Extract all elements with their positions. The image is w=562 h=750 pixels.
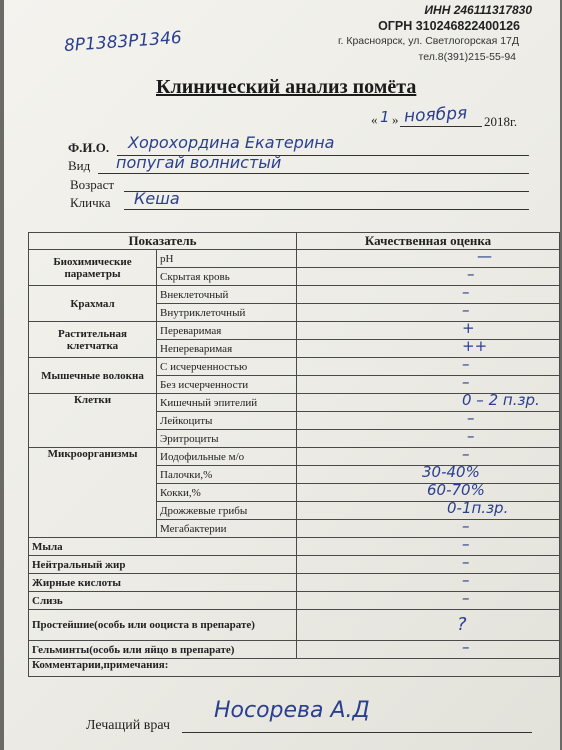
inn: ИНН 246111317830 bbox=[424, 3, 532, 17]
row-value: – bbox=[462, 301, 470, 319]
pet-name-line bbox=[124, 209, 529, 210]
date-open-quote: « bbox=[371, 112, 378, 127]
header-indicator: Показатель bbox=[29, 233, 297, 250]
row-value: – bbox=[462, 445, 470, 463]
table-row bbox=[29, 358, 560, 376]
category-microorganisms: Микроорганизмы bbox=[29, 448, 157, 538]
row-label: Жирные кислоты bbox=[29, 574, 297, 592]
form-title: Клинический анализ помёта bbox=[156, 76, 417, 98]
row-label: Лейкоциты bbox=[157, 412, 297, 430]
row-value-cell bbox=[297, 427, 560, 448]
table-row bbox=[29, 641, 560, 659]
row-value-cell bbox=[297, 610, 560, 641]
comments-label: Комментарии,примечания: bbox=[29, 659, 560, 677]
row-value-cell bbox=[297, 499, 560, 520]
date-day: 1 bbox=[380, 108, 390, 126]
table-row bbox=[29, 574, 560, 592]
row-value: – bbox=[462, 517, 470, 535]
species-value: попугай волнистый bbox=[116, 153, 282, 172]
table-row bbox=[29, 556, 560, 574]
row-label: Мыла bbox=[29, 538, 297, 556]
pet-name-label: Кличка bbox=[70, 195, 111, 210]
date-year: 2018г. bbox=[484, 114, 518, 129]
species-label: Вид bbox=[68, 158, 91, 173]
row-label: Иодофильные м/о bbox=[157, 448, 297, 466]
row-value-cell bbox=[297, 301, 560, 322]
species-line bbox=[98, 173, 529, 174]
category-starch: Крахмал bbox=[29, 286, 157, 322]
pet-name-value: Кеша bbox=[134, 189, 180, 208]
row-value: 60-70% bbox=[427, 481, 485, 499]
handwritten-code: 8Р1383Р1346 bbox=[63, 27, 183, 57]
row-value: – bbox=[467, 409, 475, 427]
row-value-cell bbox=[297, 481, 560, 502]
row-label: pH bbox=[157, 250, 297, 268]
row-value-cell bbox=[297, 409, 560, 430]
row-label: Простейшие(особь или ооциста в препарате) bbox=[29, 610, 297, 641]
row-value: ++ bbox=[462, 337, 488, 355]
row-label: Скрытая кровь bbox=[157, 268, 297, 286]
row-value-cell bbox=[297, 283, 560, 304]
table-row bbox=[29, 610, 560, 641]
row-value: – bbox=[462, 638, 470, 656]
header-assessment: Качественная оценка bbox=[297, 233, 560, 250]
row-value: – bbox=[462, 373, 470, 391]
analysis-form bbox=[4, 0, 560, 750]
table-row bbox=[29, 286, 560, 304]
row-value-cell bbox=[297, 517, 560, 538]
date-close-quote: » bbox=[392, 112, 399, 127]
row-value-cell bbox=[297, 589, 560, 610]
row-label: Мегабактерии bbox=[157, 520, 297, 538]
row-label: Палочки,% bbox=[157, 466, 297, 484]
table-row bbox=[29, 250, 560, 268]
age-label: Возраст bbox=[70, 177, 115, 192]
row-label: Кишечный эпителий bbox=[157, 394, 297, 412]
row-value-cell bbox=[297, 265, 560, 286]
row-value-cell bbox=[297, 319, 560, 340]
results-table bbox=[28, 232, 560, 677]
row-label: Слизь bbox=[29, 592, 297, 610]
category-cells: Клетки bbox=[29, 394, 157, 448]
table-row bbox=[29, 448, 560, 466]
row-value-cell bbox=[297, 553, 560, 574]
row-value: 0-1п.зр. bbox=[447, 499, 509, 517]
row-label: Нейтральный жир bbox=[29, 556, 297, 574]
row-value-cell bbox=[297, 355, 560, 376]
row-label: Переваримая bbox=[157, 322, 297, 340]
category-biochem: Биохимические параметры bbox=[29, 250, 157, 286]
age-line bbox=[124, 191, 529, 192]
clinic-address: г. Красноярск, ул. Светлогорская 17Д bbox=[337, 35, 519, 47]
row-value: — bbox=[477, 247, 492, 265]
clinic-phone: тел.8(391)215-55-94 bbox=[418, 51, 516, 63]
row-value: ? bbox=[457, 614, 467, 635]
fio-label: Ф.И.О. bbox=[68, 140, 110, 155]
row-value: – bbox=[467, 265, 475, 283]
row-label: Дрожжевые грибы bbox=[157, 502, 297, 520]
doctor-signature-line bbox=[182, 732, 532, 733]
row-value: 0 – 2 п.зр. bbox=[462, 391, 540, 409]
category-muscle-fibers: Мышечные волокна bbox=[29, 358, 157, 394]
row-label: С исчерченностью bbox=[157, 358, 297, 376]
row-value-cell bbox=[297, 247, 560, 268]
row-value: – bbox=[462, 283, 470, 301]
row-value-cell bbox=[297, 391, 560, 412]
category-plant-fiber: Растительная клетчатка bbox=[29, 322, 157, 358]
row-value-cell bbox=[297, 535, 560, 556]
table-row bbox=[29, 592, 560, 610]
row-value-cell bbox=[297, 337, 560, 358]
row-value: – bbox=[462, 553, 470, 571]
row-label: Внутриклеточный bbox=[157, 304, 297, 322]
row-value: – bbox=[462, 589, 470, 607]
doctor-signature: Носорева А.Д bbox=[214, 698, 370, 723]
ogrn: ОГРН 310246822400126 bbox=[378, 19, 520, 33]
row-label: Кокки,% bbox=[157, 484, 297, 502]
row-value-cell bbox=[297, 571, 560, 592]
row-value-cell bbox=[297, 638, 560, 659]
row-value: – bbox=[462, 355, 470, 373]
row-label: Непереваримая bbox=[157, 340, 297, 358]
row-value: 30-40% bbox=[422, 463, 480, 481]
table-row bbox=[29, 394, 560, 412]
row-value: + bbox=[462, 319, 475, 337]
date-month: ноября bbox=[403, 103, 468, 127]
comments-row bbox=[29, 659, 560, 677]
table-row bbox=[29, 538, 560, 556]
fio-value: Хорохордина Екатерина bbox=[128, 133, 335, 152]
row-label: Гельминты(особь или яйцо в препарате) bbox=[29, 641, 297, 659]
row-value: – bbox=[462, 535, 470, 553]
row-label: Без исчерченности bbox=[157, 376, 297, 394]
row-label: Эритроциты bbox=[157, 430, 297, 448]
row-value: – bbox=[467, 427, 475, 445]
doctor-label: Лечащий врач bbox=[86, 718, 171, 733]
row-value: – bbox=[462, 571, 470, 589]
row-label: Внеклеточный bbox=[157, 286, 297, 304]
